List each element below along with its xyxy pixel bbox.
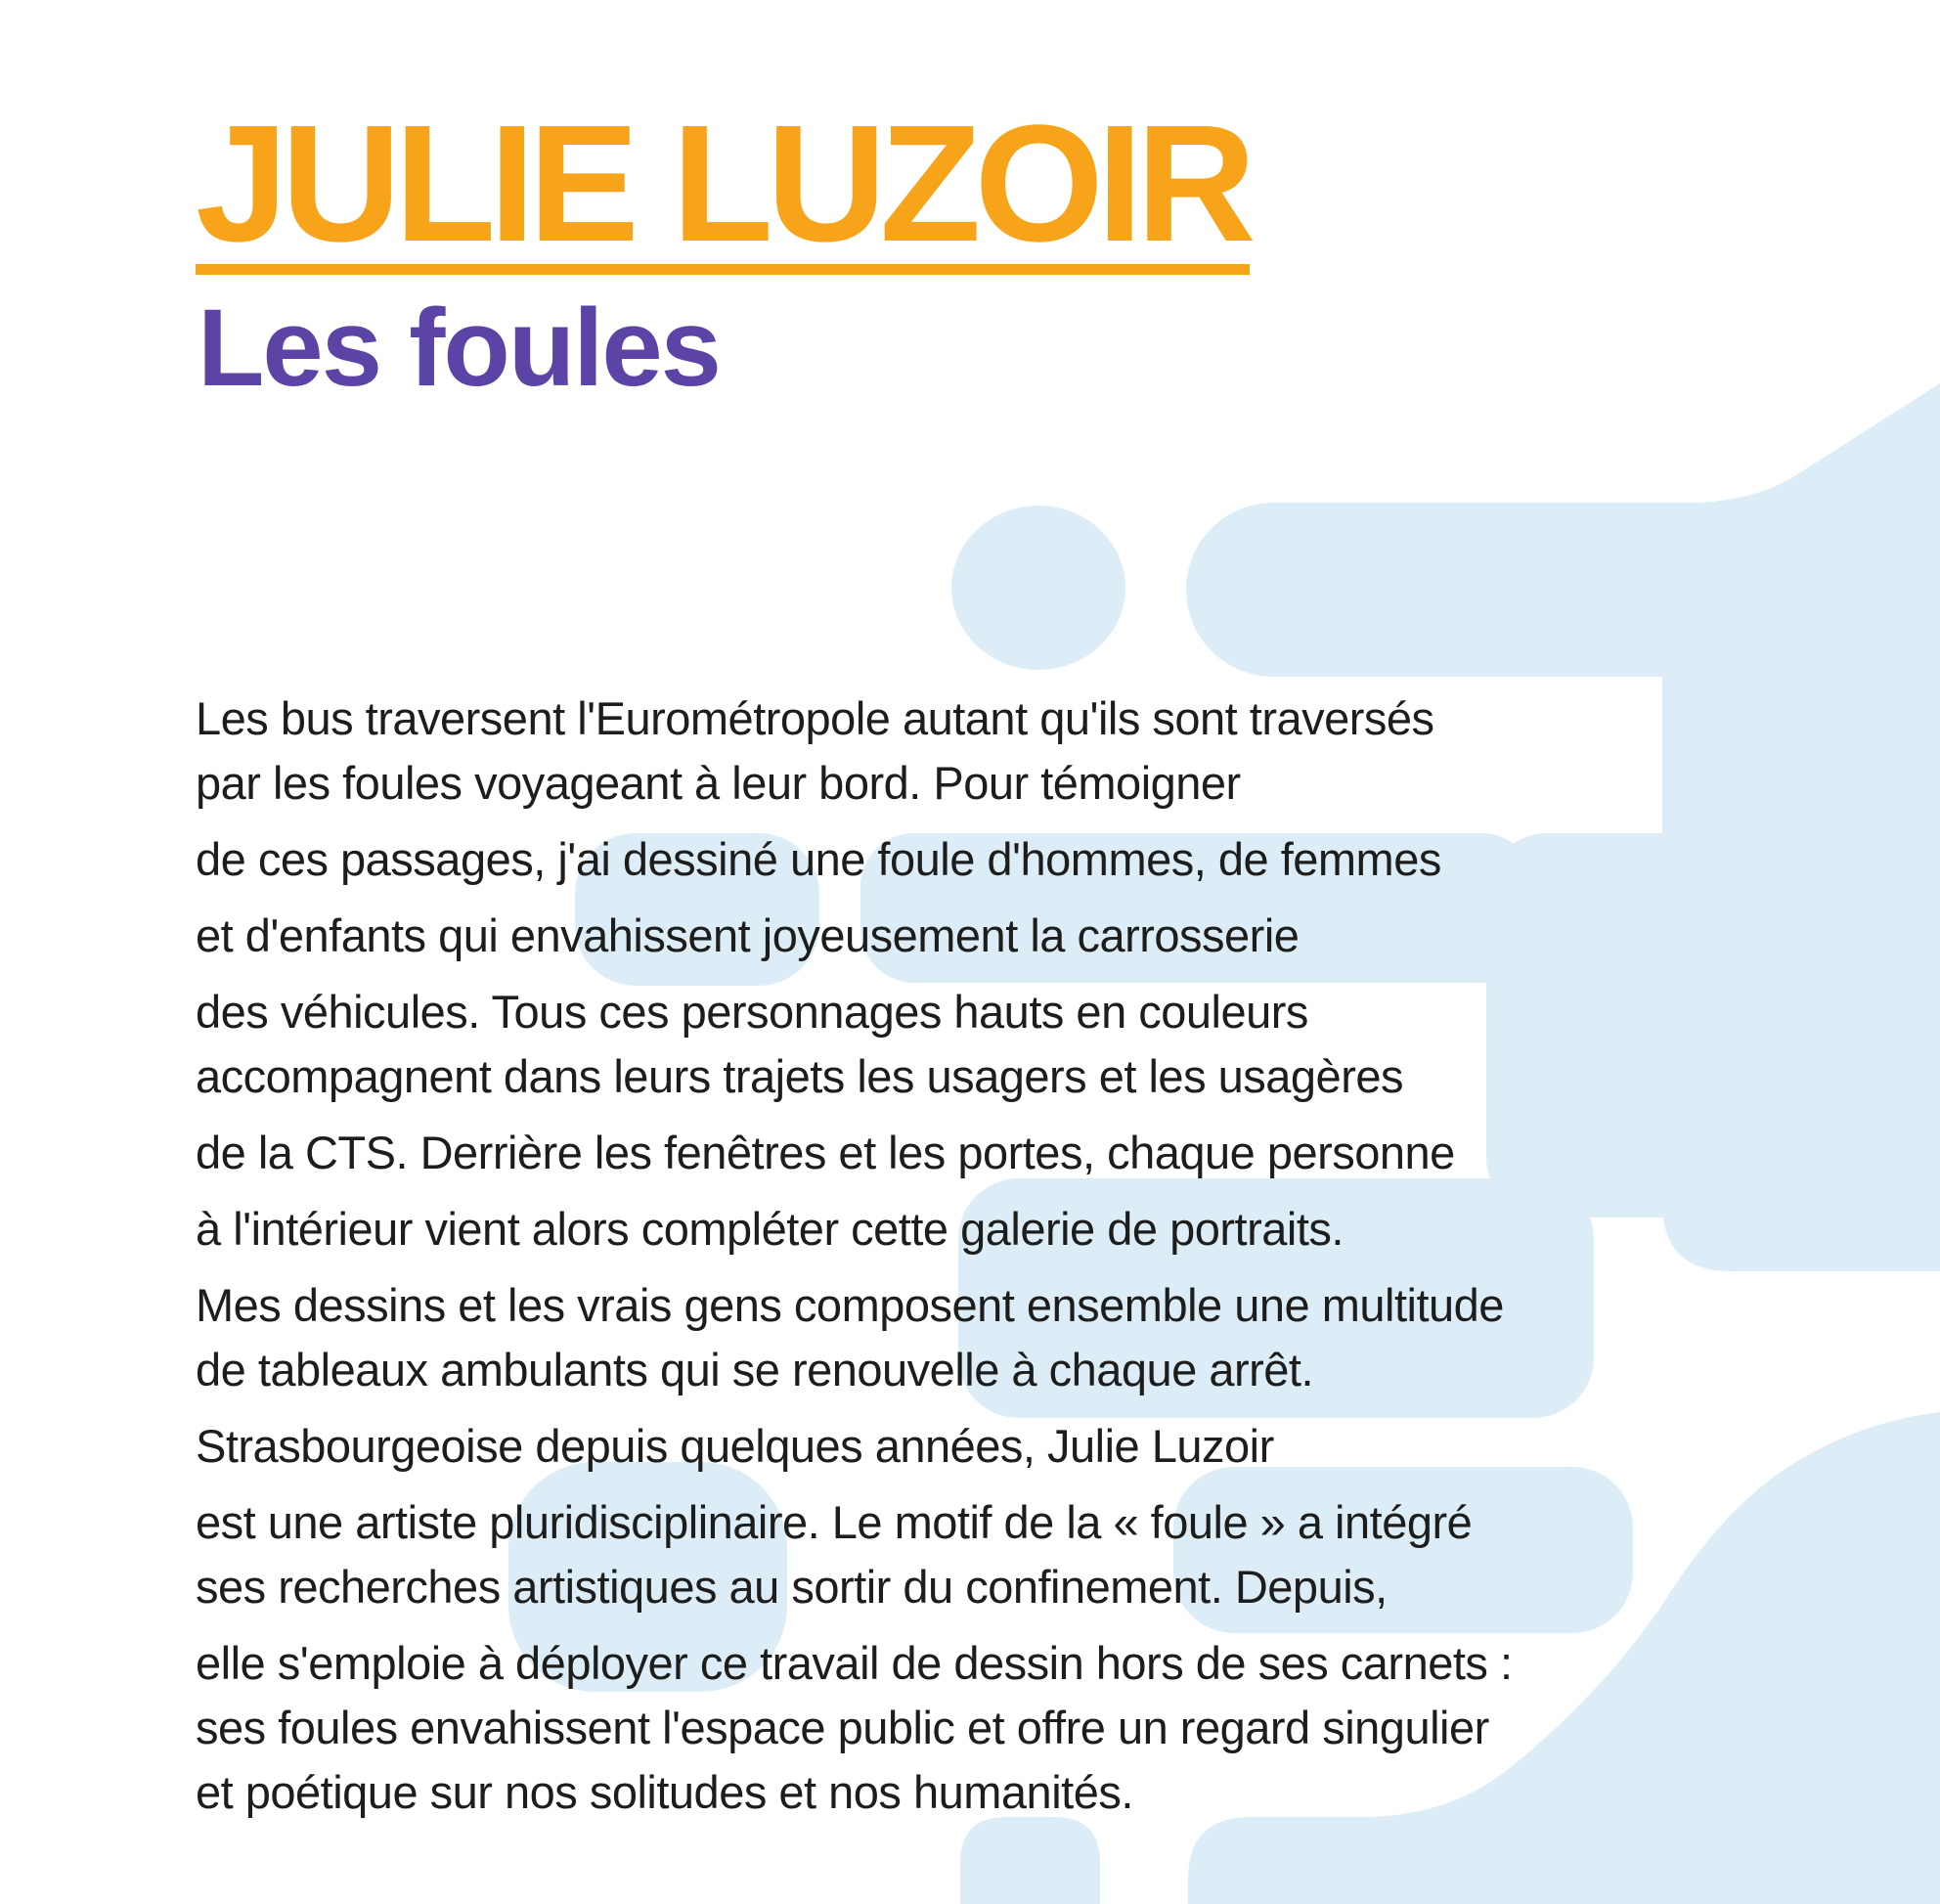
body-line: ses recherches artistiques au sortir du confinement. Depuis, [196, 1561, 1388, 1613]
body-line: des véhicules. Tous ces personnages hauts en couleurs [196, 986, 1308, 1038]
body-line: et d'enfants qui envahissent joyeusement la carrosserie [196, 909, 1300, 961]
body-line: par les foules voyageant à leur bord. Pour témoigner [196, 757, 1241, 809]
body-paragraph [196, 904, 1858, 968]
body-text [196, 686, 1858, 1837]
body-paragraph [196, 1273, 1858, 1402]
body-line: Les bus traversent l'Eurométropole autant qu'ils sont traversés [196, 692, 1434, 744]
body-line: et poétique sur nos solitudes et nos humanités. [196, 1766, 1133, 1818]
body-line: de ces passages, j'ai dessiné une foule d'hommes, de femmes [196, 833, 1441, 885]
body-line: de tableaux ambulants qui se renouvelle à chaque arrêt. [196, 1344, 1314, 1395]
body-paragraph [196, 1414, 1858, 1479]
body-paragraph [196, 1631, 1858, 1825]
body-line: est une artiste pluridisciplinaire. Le motif de la « foule » a intégré [196, 1496, 1473, 1548]
body-paragraph [196, 1197, 1858, 1262]
body-paragraph [196, 686, 1858, 816]
body-paragraph [196, 980, 1858, 1109]
page-subtitle: Les foules [198, 287, 720, 409]
body-line: accompagnent dans leurs trajets les usagers et les usagères [196, 1050, 1403, 1102]
body-line: à l'intérieur vient alors compléter cette galerie de portraits. [196, 1203, 1344, 1255]
page-title: JULIE LUZOIR [196, 91, 1250, 277]
body-paragraph [196, 1490, 1858, 1619]
body-line: elle s'emploie à déployer ce travail de dessin hors de ses carnets : [196, 1637, 1513, 1689]
body-paragraph [196, 1121, 1858, 1185]
body-line: de la CTS. Derrière les fenêtres et les portes, chaque personne [196, 1127, 1455, 1178]
body-line: Strasbourgeoise depuis quelques années, Julie Luzoir [196, 1420, 1274, 1472]
body-paragraph [196, 827, 1858, 892]
body-line: ses foules envahissent l'espace public et offre un regard singulier [196, 1702, 1489, 1753]
body-line: Mes dessins et les vrais gens composent ensemble une multitude [196, 1279, 1504, 1331]
